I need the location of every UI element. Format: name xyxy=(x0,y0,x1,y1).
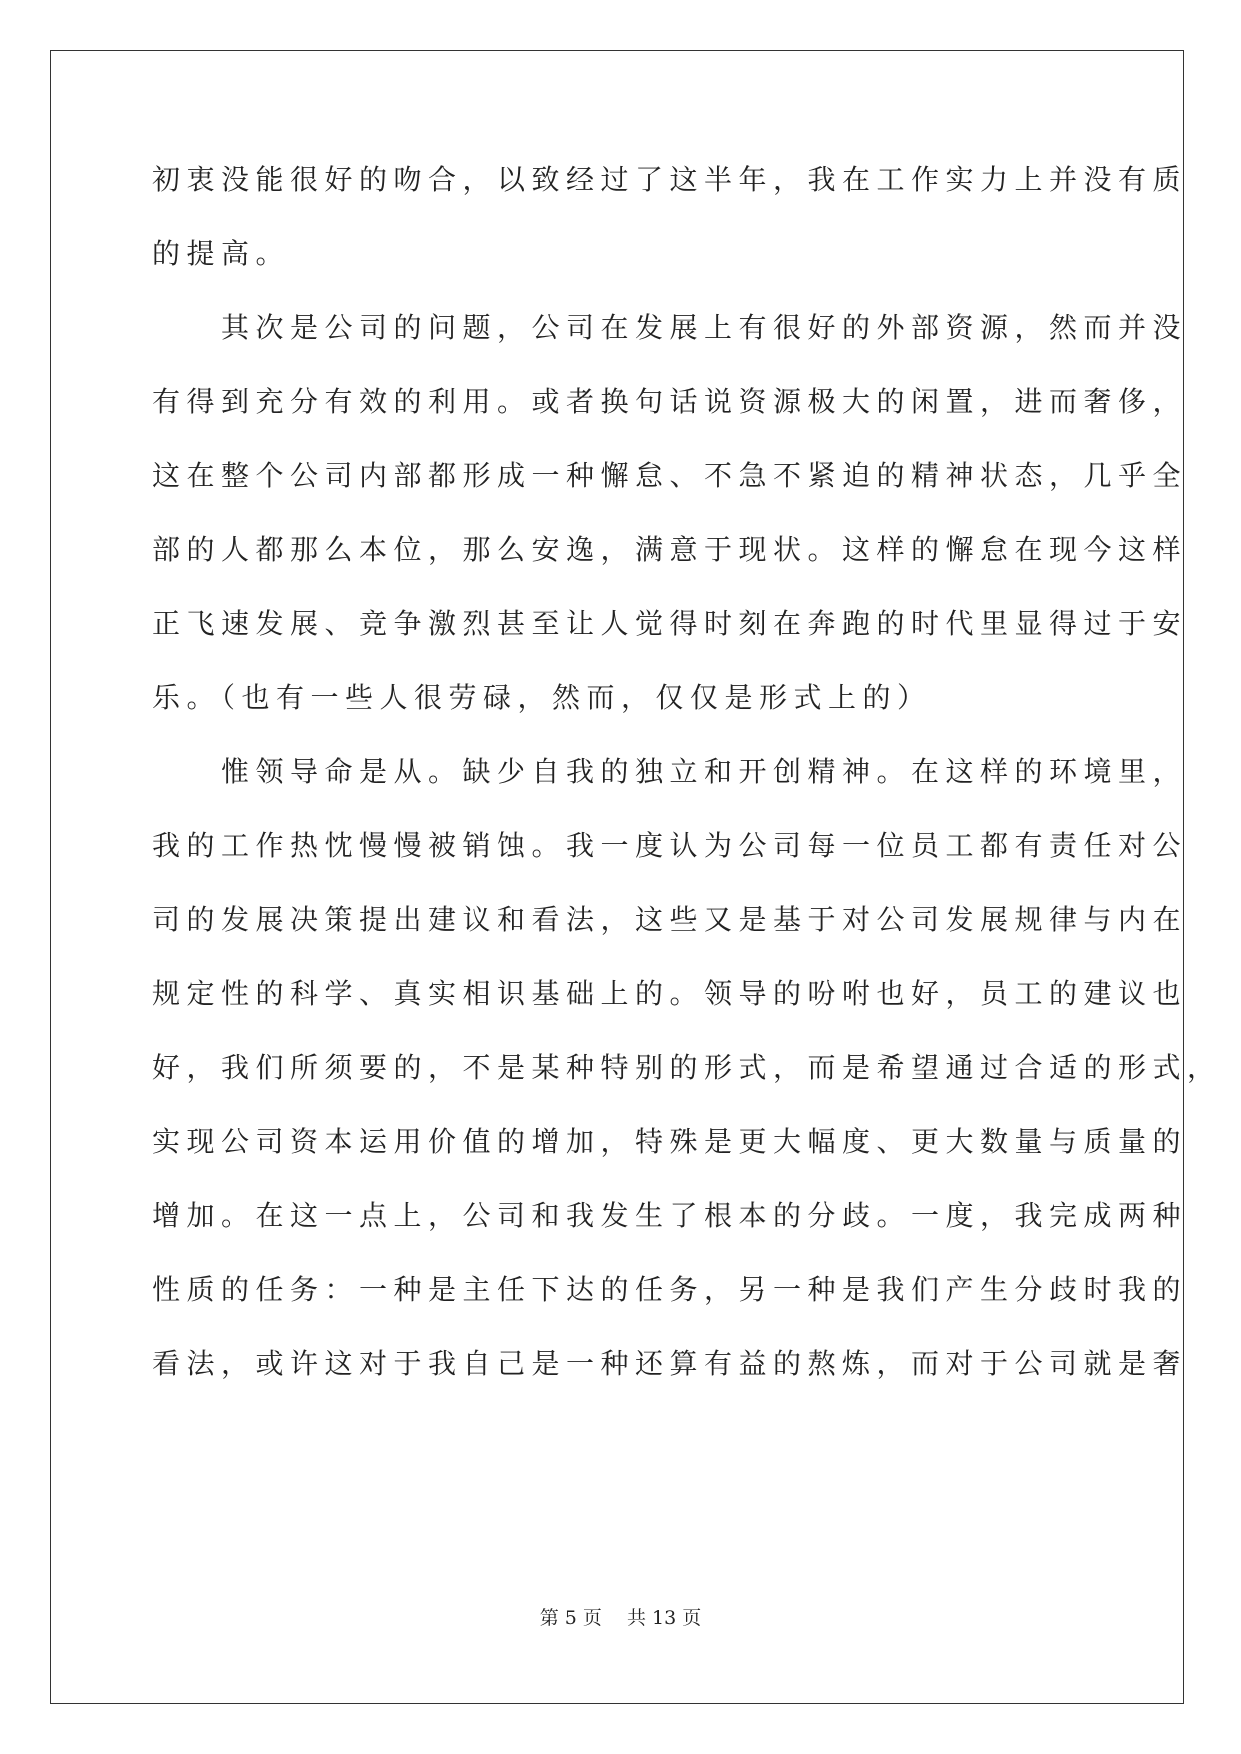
text-line: 有得到充分有效的利用。或者换句话说资源极大的闲置，进而奢侈， xyxy=(152,385,1188,418)
text-line: 规定性的科学、真实相识基础上的。领导的吩咐也好，员工的建议也 xyxy=(152,977,1188,1010)
text-line: 的提高。 xyxy=(152,237,291,270)
text-line: 正飞速发展、竞争激烈甚至让人觉得时刻在奔跑的时代里显得过于安 xyxy=(152,607,1188,640)
page-number-footer: 第 5 页 共 13 页 xyxy=(539,1607,702,1629)
text-line: 实现公司资本运用价值的增加，特殊是更大幅度、更大数量与质量的 xyxy=(152,1125,1188,1158)
text-line: 我的工作热忱慢慢被销蚀。我一度认为公司每一位员工都有责任对公 xyxy=(152,829,1188,862)
text-line: 增加。在这一点上，公司和我发生了根本的分歧。一度，我完成两种 xyxy=(152,1199,1188,1232)
text-line: 司的发展决策提出建议和看法，这些又是基于对公司发展规律与内在 xyxy=(152,903,1188,936)
text-line: 部的人都那么本位，那么安逸，满意于现状。这样的懈怠在现今这样 xyxy=(152,533,1188,566)
text-line: 性质的任务：一种是主任下达的任务，另一种是我们产生分歧时我的 xyxy=(152,1273,1188,1306)
text-line: 其次是公司的问题，公司在发展上有很好的外部资源，然而并没 xyxy=(152,311,1188,344)
text-line: 这在整个公司内部都形成一种懈怠、不急不紧迫的精神状态，几乎全 xyxy=(152,459,1188,492)
text-line: 初衷没能很好的吻合，以致经过了这半年，我在工作实力上并没有质 xyxy=(152,163,1188,196)
page-border xyxy=(50,50,1184,1704)
text-line: 惟领导命是从。缺少自我的独立和开创精神。在这样的环境里， xyxy=(152,755,1188,788)
text-line: 乐。（也有一些人很劳碌，然而，仅仅是形式上的） xyxy=(152,681,932,714)
text-line: 好，我们所须要的，不是某种特别的形式，而是希望通过合适的形式， xyxy=(152,1051,1222,1084)
text-line: 看法，或许这对于我自己是一种还算有益的熬炼，而对于公司就是奢 xyxy=(152,1347,1188,1380)
